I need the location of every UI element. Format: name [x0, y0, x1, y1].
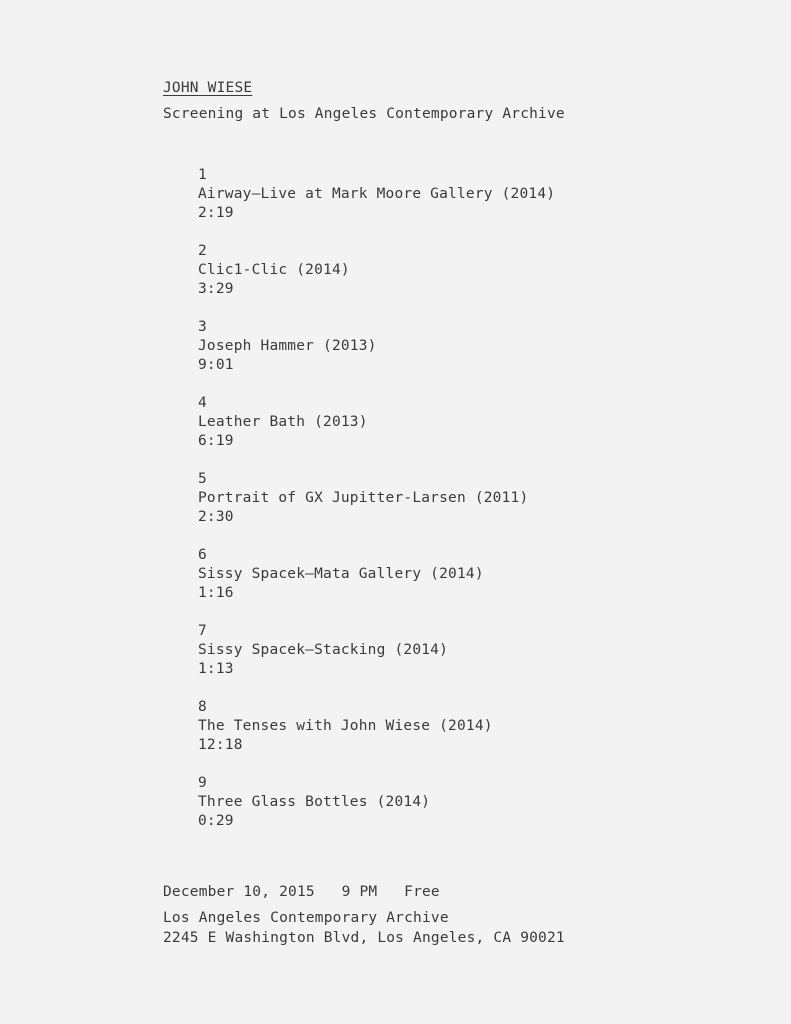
- program-item-duration: 9:01: [198, 357, 234, 373]
- event-admission: Free: [404, 884, 440, 900]
- program-item: [198, 242, 763, 299]
- program-item-number: 9: [198, 775, 207, 791]
- program-item: [198, 546, 763, 603]
- event-time: 9 PM: [341, 884, 378, 900]
- program-item-title: The Tenses with John Wiese (2014): [198, 718, 493, 734]
- program-item-duration: 1:16: [198, 585, 234, 601]
- event-date: December 10, 2015: [163, 884, 315, 900]
- program-item-number: 7: [198, 623, 207, 639]
- event-details: [163, 882, 763, 948]
- program-item: [198, 774, 763, 831]
- program-item-duration: 0:29: [198, 813, 234, 829]
- event-line: [163, 882, 763, 902]
- program-item-number: 8: [198, 699, 207, 715]
- program-item-title: Sissy Spacek—Mata Gallery (2014): [198, 566, 484, 582]
- venue-name: Los Angeles Contemporary Archive: [163, 910, 449, 926]
- program-item-title: Joseph Hammer (2013): [198, 338, 377, 354]
- program-item-number: 1: [198, 167, 207, 183]
- program-item: [198, 622, 763, 679]
- program-list: [198, 166, 763, 831]
- program-item: [198, 698, 763, 755]
- artist-name: JOHN WIESE: [163, 80, 253, 96]
- program-item-title: Sissy Spacek—Stacking (2014): [198, 642, 449, 658]
- program-item-title: Clic1-Clic (2014): [198, 262, 350, 278]
- program-item-number: 2: [198, 243, 207, 259]
- screening-subtitle: Screening at Los Angeles Contemporary Archive: [163, 106, 565, 122]
- program-item-number: 3: [198, 319, 207, 335]
- program-item-title: Portrait of GX Jupitter-Larsen (2011): [198, 490, 529, 506]
- program-item-title: Three Glass Bottles (2014): [198, 794, 431, 810]
- program-item-duration: 6:19: [198, 433, 234, 449]
- program-item: [198, 394, 763, 451]
- program-item-number: 5: [198, 471, 207, 487]
- venue-block: [163, 908, 763, 948]
- program-item-duration: 3:29: [198, 281, 234, 297]
- venue-address: 2245 E Washington Blvd, Los Angeles, CA 90021: [163, 930, 565, 946]
- screening-flyer: [163, 78, 763, 850]
- program-item-number: 6: [198, 547, 207, 563]
- program-item: [198, 318, 763, 375]
- program-item: [198, 166, 763, 223]
- program-item-title: Leather Bath (2013): [198, 414, 368, 430]
- program-item-duration: 2:30: [198, 509, 234, 525]
- program-item-title: Airway—Live at Mark Moore Gallery (2014): [198, 186, 556, 202]
- program-item-duration: 1:13: [198, 661, 234, 677]
- program-item: [198, 470, 763, 527]
- program-item-duration: 12:18: [198, 737, 243, 753]
- program-item-duration: 2:19: [198, 205, 234, 221]
- program-item-number: 4: [198, 395, 207, 411]
